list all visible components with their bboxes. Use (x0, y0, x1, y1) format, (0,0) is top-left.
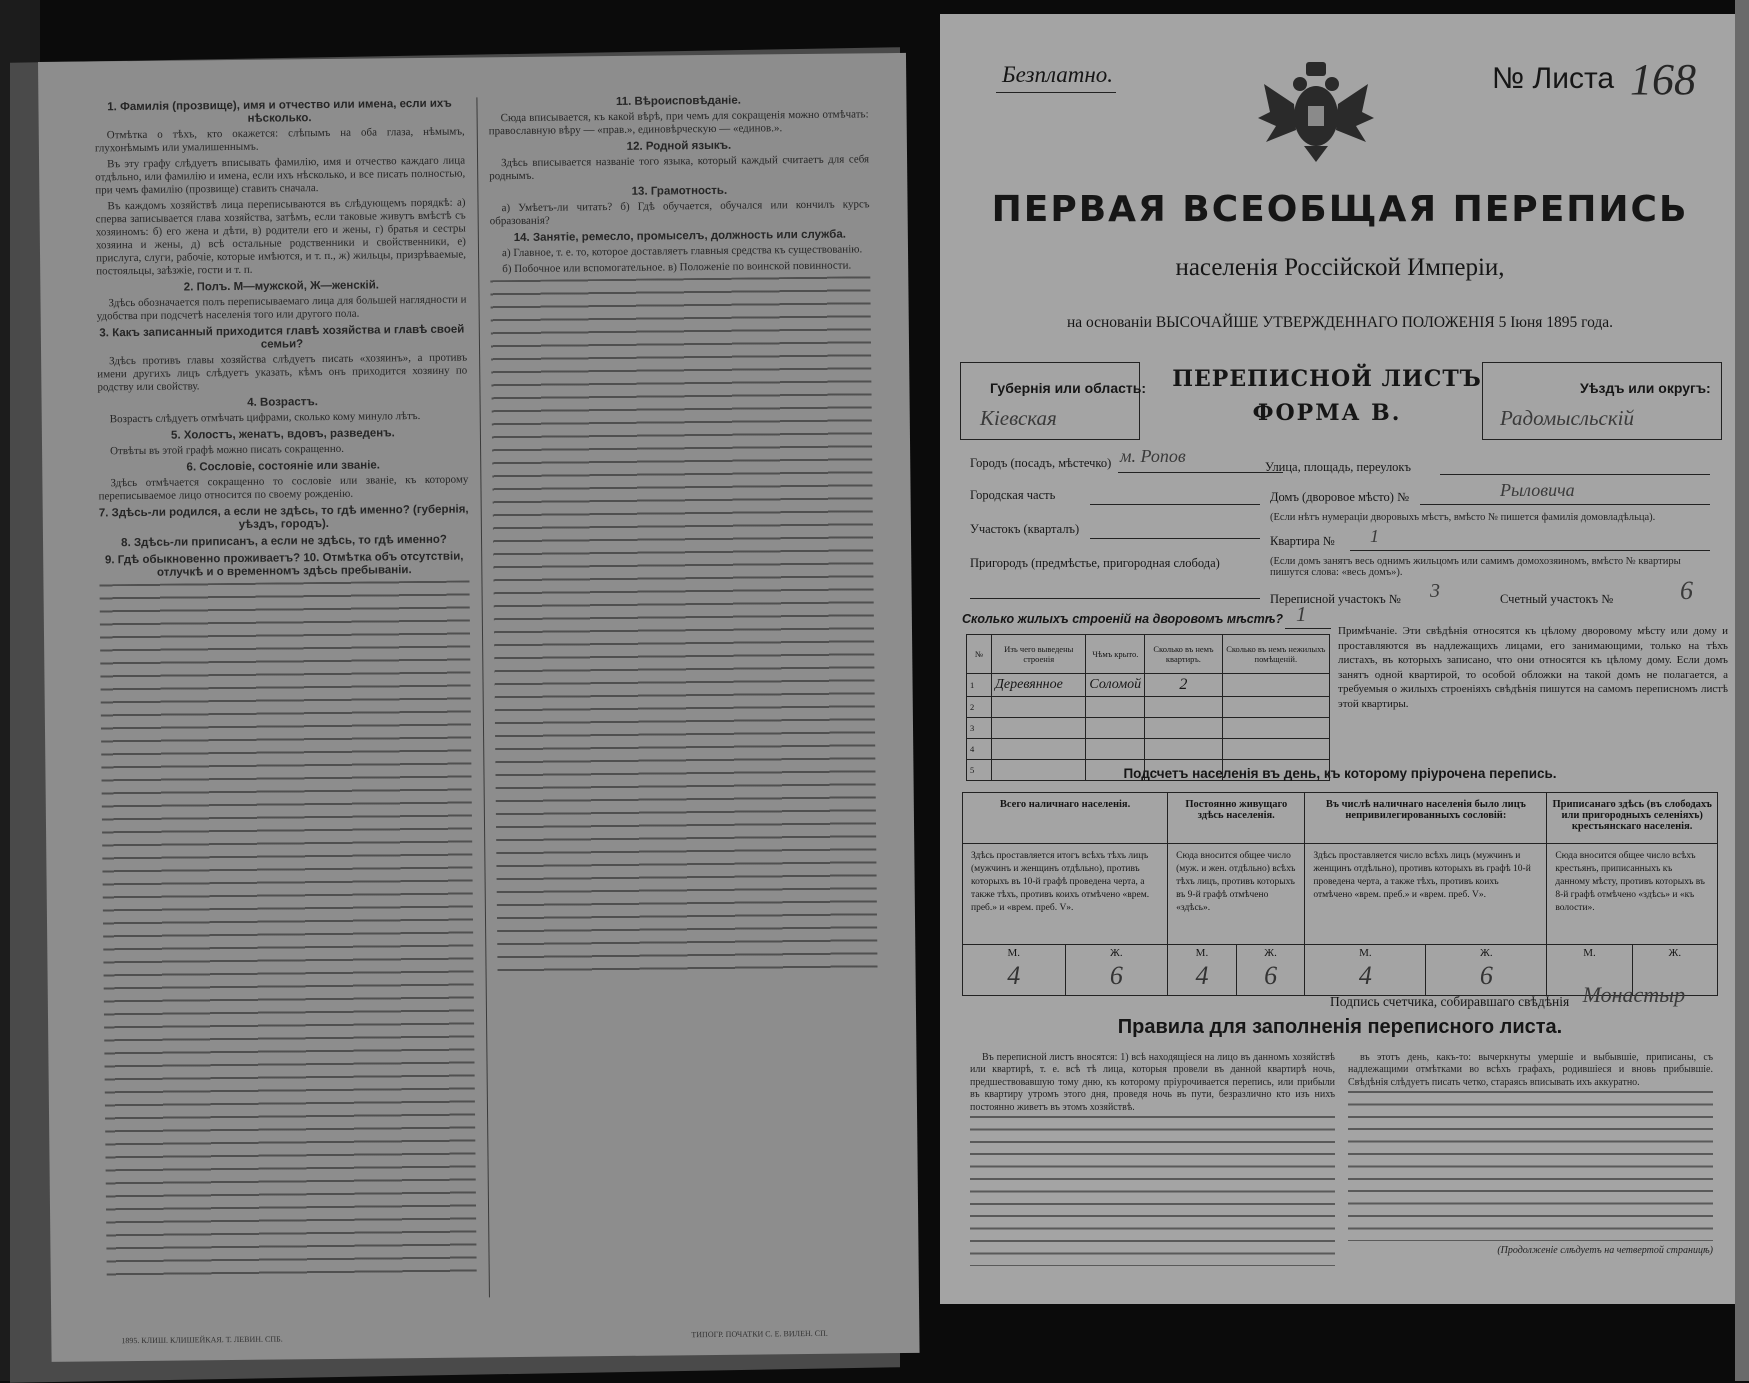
instruction-heading: 12. Родной языкъ. (626, 139, 732, 153)
male-label: М. (1359, 947, 1372, 959)
table-row (967, 697, 1330, 718)
free-of-charge-label: Безплатно. (1002, 62, 1114, 87)
table-row (967, 739, 1330, 760)
city-part-underline (1090, 504, 1260, 505)
buildings-header-material: Изъ чего выведены строенія (992, 635, 1086, 674)
count-header-nonprivileged: Въ числѣ наличнаго населенія было лицъ непривилегированныхъ сословій: (1305, 793, 1547, 844)
column-divider (476, 97, 490, 1297)
apartment-underline (1350, 550, 1710, 551)
roof-cell (1086, 697, 1145, 718)
district-label: Уѣздъ или округъ: (1580, 380, 1711, 396)
buildings-table (966, 634, 1330, 781)
instruction-text: Здѣсь противъ главы хозяйства слѣдуетъ писать «хозяинъ», а противъ имени другихъ лицъ слѣдуетъ указать, кѣмъ онъ приходится хозяину по родству или свойству. (97, 351, 468, 394)
buildings-label: Сколько жилыхъ строеній на дворовомъ мѣстѣ? (962, 612, 1284, 626)
buildings-header-roof: Чѣмъ крыто. (1086, 635, 1145, 674)
house-note: (Если нѣтъ нумераціи дворовыхъ мѣстъ, вмѣсто № пишется фамилія домовладѣльца). (1270, 512, 1656, 523)
row-number: 5 (967, 760, 992, 781)
table-row (967, 718, 1330, 739)
rules-text-lines (1348, 1091, 1713, 1241)
roof-cell (1086, 739, 1145, 760)
province-value: Кіевская (980, 406, 1057, 430)
instruction-text: б) Побочное или вспомогательное. в) Положеніе по воинской повинности. (502, 259, 852, 276)
city-value: м. Ропов (1120, 446, 1186, 466)
instruction-heading: 2. Полъ. М—мужской, Ж—женскій. (183, 279, 380, 294)
female-label: Ж. (1264, 947, 1277, 959)
census-section-value: 3 (1430, 580, 1440, 602)
material-cell (992, 697, 1086, 718)
count-desc-present: Здѣсь проставляется итогъ всѣхъ тѣхъ лицъ (мужчинъ и женщинъ отдѣльно), противъ которыхъ въ 10-й графѣ проведена черта, а также тѣхъ, противъ коихъ отмѣчено «врем. преб.» и «врем. преб. V». (963, 844, 1168, 945)
male-label: М. (1007, 947, 1021, 959)
census-form-page (940, 14, 1740, 1304)
instruction-heading: 9. Гдѣ обыкновенно проживаетъ? 10. Отмѣтка объ отсутствіи, отлучкѣ и о временномъ здѣсь пребываніи. (104, 550, 464, 579)
female-count: 6 (1109, 961, 1123, 990)
count-header-present: Всего наличнаго населенія. (963, 793, 1168, 844)
instructions-column-1 (94, 94, 476, 1285)
apartment-label: Квартира № (1270, 534, 1335, 548)
city-underline (1118, 472, 1283, 473)
house-label: Домъ (дворовое мѣсто) № (1270, 490, 1410, 504)
suburb-underline (970, 598, 1260, 599)
signature-label-text: Подпись счетчика, собиравшаго свѣдѣнія (1330, 994, 1570, 1009)
printer-mark-right: ТИПОГР. ПОЧАТКИ С. Е. ВИЛЕН. СП. (691, 1328, 828, 1340)
male-count: 4 (1358, 961, 1372, 990)
province-label: Губернія или область: (990, 380, 1147, 396)
buildings-header-no: № (967, 635, 992, 674)
instruction-heading: 14. Занятіе, ремесло, промыселъ, должность или служба. (513, 228, 847, 245)
rules-text-1: Въ переписной листъ вносятся: 1) всѣ находящіеся на лицо въ данномъ хозяйствѣ или квартирѣ, т. е. всѣ тѣ лица, которыя провели въ данной квартирѣ ночь, предшествовавшую тому дню, къ которому пріурочивается перепись, или прибыли въ квартиру утромъ этого дня, проведя ночь въ пути, безразлично кто изъ нихъ постоянно живетъ въ этомъ хозяйствѣ. (970, 1052, 1335, 1113)
rules-title: Правила для заполненія переписного листа. (1117, 1016, 1563, 1038)
apartments-cell (1145, 718, 1222, 739)
female-count: 6 (1479, 961, 1493, 990)
nonresidential-cell (1222, 718, 1329, 739)
form-letter: ФОРМА В. (1252, 400, 1402, 426)
row-number: 1 (967, 674, 992, 697)
rules-column-1 (970, 1052, 1335, 1266)
count-desc-nonprivileged: Здѣсь проставляется число всѣхъ лицъ (мужчинъ и женщинъ отдѣльно), противъ которыхъ въ графѣ 10-й проведена черта, а также тѣхъ, противъ коихъ отмѣчено «врем. преб.» и «врем. преб. V». (1305, 844, 1547, 945)
count-header-permanent: Постоянно живущаго здѣсь населенія. (1168, 793, 1305, 844)
count-header-peasant: Приписанаго здѣсь (въ слободахъ или пригородныхъ селеніяхъ) крестьянскаго населенія. (1547, 793, 1718, 844)
instruction-text: Здѣсь вписывается названіе того языка, который каждый считаетъ для себя роднымъ. (489, 153, 870, 183)
nonresidential-cell (1222, 674, 1329, 697)
instruction-heading: 11. Вѣроисповѣданіе. (615, 94, 742, 108)
buildings-underline (1285, 628, 1331, 629)
apartment-value: 1 (1370, 526, 1379, 546)
double-headed-eagle-icon (1256, 54, 1376, 164)
rules-text-lines (970, 1116, 1335, 1266)
instruction-text: Здѣсь обозначается полъ переписываемаго лица для большей наглядности и удобства при подсчетѣ населенія того или другого пола. (96, 293, 467, 323)
enumerator-signature-label (1330, 982, 1686, 1012)
buildings-value: 1 (1296, 602, 1307, 626)
female-label: Ж. (1110, 947, 1123, 959)
apartments-cell (1145, 739, 1222, 760)
instruction-text: Здѣсь отмѣчается сокращенно то сословіе или званіе, къ которому переписываемое лицо относится по своему рожденію. (98, 473, 469, 503)
rules-column-2 (1348, 1052, 1713, 1258)
free-label-underline (996, 92, 1116, 93)
row-number: 4 (967, 739, 992, 760)
suburb-label: Пригородъ (предмѣстье, пригородная слобода) (970, 556, 1220, 570)
instruction-text: а) Главное, т. е. то, которое доставляетъ главныя средства къ существованію. (501, 243, 863, 260)
city-label: Городъ (посадъ, мѣстечко) (970, 456, 1112, 470)
male-label: М. (1583, 947, 1596, 959)
female-label: Ж. (1480, 947, 1493, 959)
form-title: ПЕРЕПИСНОЙ ЛИСТЪ (1172, 366, 1482, 392)
instruction-heading: 6. Сословіе, состояніе или званіе. (186, 459, 381, 474)
roof-cell: Соломой (1086, 674, 1145, 697)
instruction-text: Въ эту графу слѣдуетъ вписывать фамилію, имя и отчество каждаго лица отдѣльно, или фамилію и имена, если ихъ нѣсколько, и все писать полностью, при чемъ фамилію (прозвище) ставить сначала. (95, 154, 466, 197)
male-count: 4 (1007, 961, 1021, 990)
instruction-text: Въ каждомъ хозяйствѣ лица переписываются въ слѣдующемъ порядкѣ: а) сперва записывается глава хозяйства, затѣмъ, если таковые живутъ вмѣстѣ съ хозяиномъ: б) его жена и дѣти, в) родители его и жены, г) братья и сестры хозяина и жены, д) всѣ остальные родственники и свойственники, е) прислуга, слуги, рабочіе, которые имѣются, и т. п., ж) жильцы, призрѣваемые, постояльцы, заѣзжіе, гости и т. п. (95, 196, 467, 278)
uchastok-underline (1090, 538, 1260, 539)
instruction-heading: 3. Какъ записанный приходится главѣ хозяйства и главѣ своей семьи? (99, 323, 465, 351)
instruction-text-lines (99, 581, 476, 1285)
counter-section-value: 6 (1680, 576, 1693, 605)
apartments-cell (1145, 697, 1222, 718)
nonresidential-cell (1222, 739, 1329, 760)
nonresidential-cell (1222, 697, 1329, 718)
city-part-label: Городская часть (970, 488, 1056, 502)
buildings-header-apartments: Сколько въ немъ квартиръ. (1145, 635, 1222, 674)
instruction-heading: 1. Фамилія (прозвище), имя и отчество или имена, если ихъ нѣсколько. (107, 97, 452, 125)
instruction-text: Отвѣты въ этой графѣ можно писать сокращенно. (110, 442, 344, 458)
sheet-number-label: № Листа (1492, 62, 1615, 95)
female-count: 6 (1264, 961, 1278, 990)
male-label: М. (1195, 947, 1209, 959)
uchastok-label: Участокъ (кварталъ) (970, 522, 1080, 536)
instruction-heading: 8. Здѣсь-ли приписанъ, а если не здѣсь, то гдѣ именно? (121, 533, 447, 550)
rules-continued-note: (Продолженіе слѣдуетъ на четвертой страницѣ) (1497, 1245, 1713, 1257)
rules-text-2: въ этотъ день, какъ-то: вычеркнуты умершіе и выбывшіе, приписаны, съ надлежащими отмѣтками во всѣхъ графахъ, родившіеся и вновь прибывшіе. Свѣдѣнія слѣдуетъ писать четко, стараясь вписывать ихъ аккуратно. (1348, 1052, 1713, 1088)
population-count-title: Подсчетъ населенія въ день, къ которому пріурочена перепись. (1123, 766, 1557, 781)
buildings-header-nonresidential: Сколько въ немъ нежилыхъ помѣщеній. (1222, 635, 1329, 674)
instruction-text: Отмѣтка о тѣхъ, кто окажется: слѣпымъ на оба глаза, нѣмымъ, глухонѣмымъ или умалишеннымъ. (94, 125, 465, 155)
instruction-text: а) Умѣетъ-ли читать? б) Гдѣ обучается, обучался или кончилъ курсъ образованія? (489, 198, 870, 228)
male-count: 4 (1195, 961, 1209, 990)
apartment-note: (Если домъ занятъ весь однимъ жильцомъ или самимъ домохозяиномъ, вмѣсто № квартиры пишутся слова: «весь домъ»). (1270, 556, 1681, 578)
female-label: Ж. (1668, 947, 1682, 959)
instructions-page (38, 53, 920, 1362)
instruction-heading: 5. Холостъ, женатъ, вдовъ, разведенъ. (170, 427, 395, 442)
sheet-number-handwritten: 168 (1630, 55, 1696, 104)
instruction-heading: 7. Здѣсь-ли родился, а если не здѣсь, то гдѣ именно? (губернія, уѣздъ, городъ). (98, 503, 469, 531)
legal-basis: на основаніи ВЫСОЧАЙШЕ УТВЕРЖДЕННАГО ПОЛОЖЕНІЯ 5 Іюня 1895 года. (1066, 314, 1614, 331)
instruction-heading: 4. Возрастъ. (247, 396, 318, 409)
instruction-heading: 13. Грамотность. (631, 184, 728, 198)
instruction-text: Сюда вписывается, къ какой вѣрѣ, при чемъ для сокращенія можно отмѣчать: православную вѣру — «прав.», единовѣрческую — «единов.». (488, 108, 869, 138)
material-cell (992, 739, 1086, 760)
signature-value: Монастыр (1582, 982, 1686, 1007)
house-underline (1420, 504, 1710, 505)
instructions-column-2 (488, 89, 877, 980)
instruction-text: Возрастъ слѣдуетъ отмѣчать цифрами, сколько кому минуло лѣтъ. (109, 410, 421, 426)
count-desc-permanent: Сюда вносится общее число (муж. и жен. отдѣльно) всѣхъ тѣхъ лицъ, противъ которыхъ въ 9-й графѣ отмѣчено «здѣсь». (1168, 844, 1305, 945)
material-cell: Деревянное (992, 674, 1086, 697)
census-title: ПЕРВАЯ ВСЕОБЩАЯ ПЕРЕПИСЬ (991, 189, 1689, 230)
street-label: Улица, площадь, переулокъ (1265, 460, 1411, 474)
count-values-permanent (1168, 945, 1305, 996)
material-cell (992, 718, 1086, 739)
count-desc-peasant: Сюда вносится общее число всѣхъ крестьянъ, приписанныхъ къ данному мѣсту, противъ которыхъ въ 8-й графѣ отмѣчено «здѣсь» и «къ волости». (1547, 844, 1718, 945)
population-count-table (962, 792, 1718, 996)
buildings-note: Примѣчаніе. Эти свѣдѣнія относятся къ цѣлому дворовому мѣсту или дому и проставляются въ надлежащихъ лицами, его занимающими, только на тѣхъ листахъ, въ которыхъ записано, что они относятся къ цѣлому дому. Если домъ занятъ одной квартирой, то особой обложки на такой домъ не полагается, а требуемыя о жилыхъ строеніяхъ свѣдѣнія пишутся на самомъ переписномъ листѣ этой квартиры. (1338, 625, 1728, 710)
district-value: Радомысльскій (1500, 406, 1634, 430)
row-number: 2 (967, 697, 992, 718)
street-underline (1440, 474, 1710, 475)
row-number: 3 (967, 718, 992, 739)
census-subtitle: населенія Россійской Имперіи, (1175, 254, 1505, 281)
apartments-cell: 2 (1145, 674, 1222, 697)
table-row (967, 674, 1330, 697)
printer-mark-left: 1895. КЛИШ. КЛИШЕЙКАЯ. Т. ЛЕВИН. СПБ. (121, 1334, 283, 1346)
roof-cell (1086, 718, 1145, 739)
instruction-text-lines (490, 276, 877, 980)
counter-section-label: Счетный участокъ № (1500, 592, 1614, 606)
page-stack-edge (1735, 0, 1749, 1381)
census-section-label: Переписной участокъ № (1270, 592, 1401, 606)
house-value: Рыловича (1500, 480, 1575, 500)
count-values-present (963, 945, 1168, 996)
